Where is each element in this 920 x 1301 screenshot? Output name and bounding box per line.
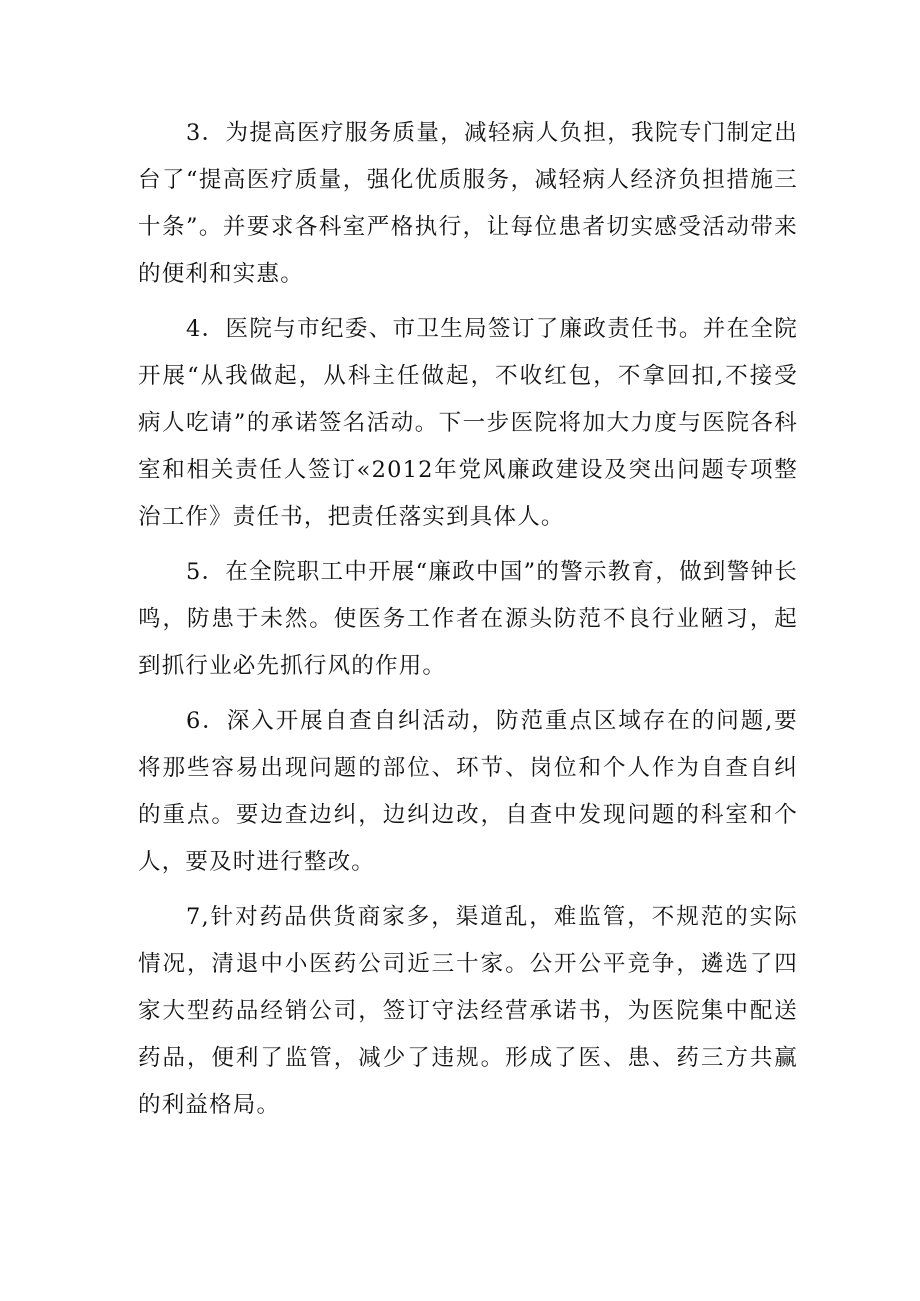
paragraph-item-7: 7,针对药品供货商家多，渠道乱，难监管，不规范的实际情况，清退中小医药公司近三十家。公开公平竞争，遴选了四家大型药品经销公司，签订守法经营承诺书，为医院集中配送药品，便利了监管，减少了违规。形成了医、患、药三方共赢的利益格局。: [138, 904, 798, 1118]
paragraph-item-5: 5．在全院职工中开展“廉政中国”的警示教育，做到警钟长鸣，防患于未然。使医务工作者在源头防范不良行业陋习，起到抓行业必先抓行风的作用。: [138, 559, 798, 679]
paragraph-item-3: 3．为提高医疗服务质量，减轻病人负担，我院专门制定出台了“提高医疗质量，强化优质服务，减轻病人经济负担措施三十条”。并要求各科室严格执行，让每位患者切实感受活动带来的便利和实惠。: [138, 120, 798, 287]
paragraph-item-4: 4．医院与市纪委、市卫生局签订了廉政责任书。并在全院开展“从我做起，从科主任做起，不收红包，不拿回扣,不接受病人吃请”的承诺签名活动。下一步医院将加大力度与医院各科室和相关责任人签订«2012年党风廉政建设及突出问题专项整治工作》责任书，把责任落实到具体人。: [138, 316, 798, 530]
paragraph-item-6: 6．深入开展自查自纠活动，防范重点区域存在的问题,要将那些容易出现问题的部位、环节、岗位和个人作为自查自纠的重点。要边查边纠，边纠边改，自查中发现问题的科室和个人，要及时进行整改。: [138, 708, 798, 875]
document-body: [138, 110, 798, 1137]
